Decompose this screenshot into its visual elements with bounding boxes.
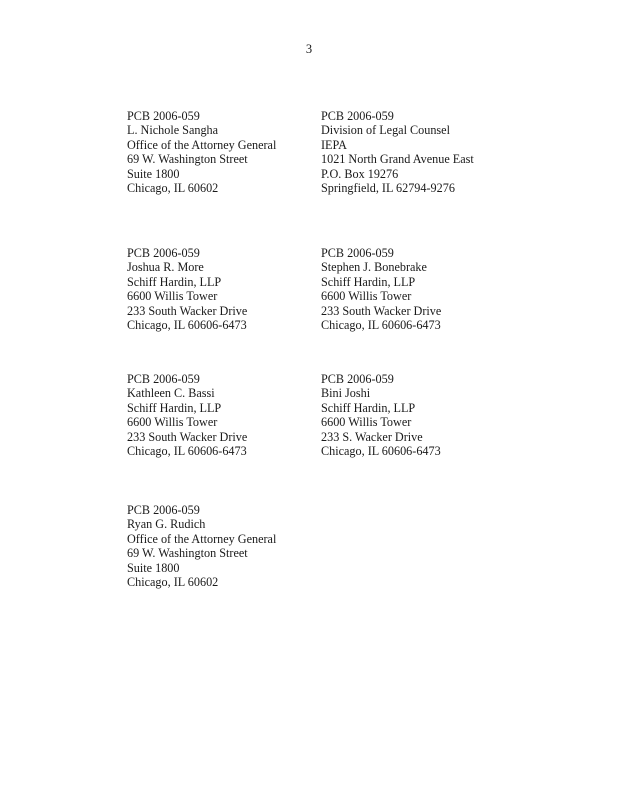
address-block-joshi xyxy=(321,372,511,458)
organization: IEPA xyxy=(321,137,347,152)
address-block-more xyxy=(127,246,317,332)
city-state-zip: Chicago, IL 60602 xyxy=(127,575,219,590)
organization: Office of the Attorney General xyxy=(127,137,277,152)
recipient-name: Joshua R. More xyxy=(127,260,204,275)
page-number: 3 xyxy=(305,42,313,56)
street-address: 233 South Wacker Drive xyxy=(127,303,248,318)
recipient-name: Division of Legal Counsel xyxy=(321,123,450,138)
case-number: PCB 2006-059 xyxy=(127,246,200,260)
city-state-zip: Springfield, IL 62794-9276 xyxy=(321,181,455,196)
organization: Schiff Hardin, LLP xyxy=(321,274,416,289)
organization: Schiff Hardin, LLP xyxy=(127,400,222,415)
organization: Schiff Hardin, LLP xyxy=(321,400,416,415)
street-address: 233 South Wacker Drive xyxy=(127,429,248,444)
recipient-name: Stephen J. Bonebrake xyxy=(321,260,427,275)
street-address: 69 W. Washington Street xyxy=(127,546,248,561)
city-state-zip: Chicago, IL 60606-6473 xyxy=(321,318,441,333)
recipient-name: Kathleen C. Bassi xyxy=(127,386,215,401)
street-address: 233 S. Wacker Drive xyxy=(321,429,423,444)
city-state-zip: Chicago, IL 60606-6473 xyxy=(127,444,247,459)
organization: Office of the Attorney General xyxy=(127,531,277,546)
address-block-iepa xyxy=(321,109,511,195)
case-number: PCB 2006-059 xyxy=(321,109,394,123)
case-number: PCB 2006-059 xyxy=(321,246,394,260)
suite: Suite 1800 xyxy=(127,166,180,181)
case-number: PCB 2006-059 xyxy=(127,109,200,123)
street-address: 69 W. Washington Street xyxy=(127,152,248,167)
building: 6600 Willis Tower xyxy=(321,289,412,304)
recipient-name: L. Nichole Sangha xyxy=(127,123,219,138)
recipient-name: Ryan G. Rudich xyxy=(127,517,206,532)
address-block-bonebrake xyxy=(321,246,511,332)
street-address: 1021 North Grand Avenue East xyxy=(321,152,474,167)
case-number: PCB 2006-059 xyxy=(127,503,200,517)
building: 6600 Willis Tower xyxy=(321,415,412,430)
building: 6600 Willis Tower xyxy=(127,415,218,430)
po-box: P.O. Box 19276 xyxy=(321,166,399,181)
street-address: 233 South Wacker Drive xyxy=(321,303,442,318)
case-number: PCB 2006-059 xyxy=(127,372,200,386)
suite: Suite 1800 xyxy=(127,560,180,575)
address-block-sangha xyxy=(127,109,317,195)
organization: Schiff Hardin, LLP xyxy=(127,274,222,289)
city-state-zip: Chicago, IL 60606-6473 xyxy=(321,444,441,459)
building: 6600 Willis Tower xyxy=(127,289,218,304)
case-number: PCB 2006-059 xyxy=(321,372,394,386)
address-block-bassi xyxy=(127,372,317,458)
recipient-name: Bini Joshi xyxy=(321,386,371,401)
city-state-zip: Chicago, IL 60606-6473 xyxy=(127,318,247,333)
address-block-rudich xyxy=(127,503,317,589)
city-state-zip: Chicago, IL 60602 xyxy=(127,181,219,196)
